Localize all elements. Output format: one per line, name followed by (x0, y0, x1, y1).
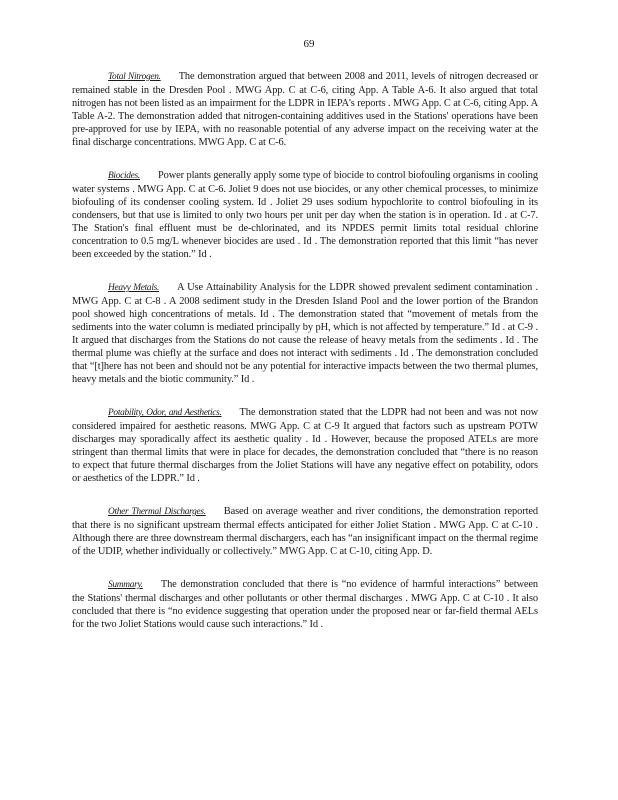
section-heading-total-nitrogen: Total Nitrogen. (108, 72, 161, 82)
paragraph-text: A Use Attainability Analysis for the LDPR showed prevalent sediment contamination . MWG App. C at C-8 . A 2008 sediment study in the Dresden Island Pool and the lower portion of the Brandon pool showed high concentrations of metals. Id . The demonstration stated that “movement of metals from the sediments into the water column is mediated principally by pH, which is not affected by temperature.” Id . at C-9 . It argued that discharges from the Stations do not cause the release of heavy metals from the sediments . Id . The thermal plume was chiefly at the surface and does not interact with sediments . Id . The demonstration concluded that “[t]here has not been and should not be any potential for interactive impacts between the two thermal plumes, heavy metals and the biotic community.” Id . (72, 282, 538, 385)
paragraph-text: The demonstration argued that between 2008 and 2011, levels of nitrogen decreased or remained stable in the Dresden Pool . MWG App. C at C-6, citing App. A Table A-6. It also argued that total nitrogen has not been listed as an impairment for the LDPR in IEPA's reports . MWG App. C at C-6, citing App. A Table A-2. The demonstration added that nitrogen-containing additives used in the Stations' operations have been pre-approved for use by IEPA, with no reasonable potential of any adverse impact on the receiving water at the final discharge concentrations. MWG App. C at C-6. (72, 71, 538, 148)
section-heading-other-thermal-discharges: Other Thermal Discharges. (108, 507, 206, 517)
paragraph-total-nitrogen (72, 70, 538, 149)
paragraph-biocides (72, 169, 538, 261)
paragraph-other-thermal-discharges (72, 505, 538, 558)
section-heading-biocides: Biocides. (108, 171, 140, 181)
paragraph-text: Power plants generally apply some type of biocide to control biofouling organisms in cooling water systems . MWG App. C at C-6. Joliet 9 does not use biocides, or any other chemical processes, to minimize biofouling of its condenser cooling system. Id . Joliet 29 uses sodium hypochlorite to control biofouling in its condensers, but that use is limited to only two hours per unit per day when the station is in operation. Id . at C-7. The Station's final effluent must be de-chlorinated, and its NPDES permit limits total residual chlorine concentration to 0.5 mg/L whenever biocides are used . Id . The demonstration reported that this limit “has never been exceeded by the station.” Id . (72, 170, 538, 260)
section-heading-potability: Potability, Odor, and Aesthetics. (108, 408, 222, 418)
section-heading-summary: Summary. (108, 580, 143, 590)
paragraph-summary (72, 578, 538, 631)
document-body (72, 70, 538, 651)
paragraph-potability (72, 406, 538, 485)
page-number: 69 (303, 38, 315, 50)
paragraph-text: The demonstration stated that the LDPR had not been and was not now considered impaired for aesthetic reasons. MWG App. C at C-9 It argued that factors such as upstream POTW discharges may sporadically affect its aesthetic quality . Id . However, because the proposed ATELs are more stringent than thermal limits that were in place for decades, the demonstration concluded that “there is no reason to expect that future thermal discharges from the Joliet Stations will have any negative effect on potability, odors or aesthetics of the LDPR.” Id . (72, 407, 538, 484)
paragraph-text: Based on average weather and river conditions, the demonstration reported that there is no significant upstream thermal effects anticipated for either Joliet Station . MWG App. C at C-10 . Although there are three downstream thermal dischargers, each has “an insignificant impact on the thermal regime of the UDIP, whether individually or collectively.” MWG App. C at C-10, citing App. D. (72, 506, 538, 557)
paragraph-heavy-metals (72, 281, 538, 386)
section-heading-heavy-metals: Heavy Metals. (108, 283, 160, 293)
paragraph-text: The demonstration concluded that there is “no evidence of harmful interactions” between the Stations' thermal discharges and other pollutants or other thermal discharges . MWG App. C at C-10 . It also concluded that there is “no evidence suggesting that operation under the proposed near or far-field thermal AELs for the two Joliet Stations would cause such interactions.” Id . (72, 579, 538, 630)
